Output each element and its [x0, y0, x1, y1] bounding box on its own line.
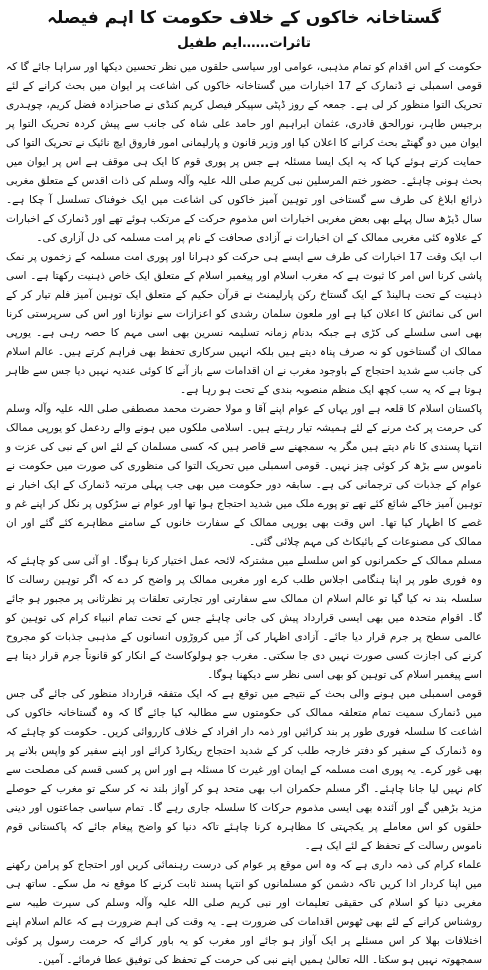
article-paragraph: مسلم ممالک کے حکمرانوں کو اس سلسلے میں مشترکہ لائحہ عمل اختیار کرنا ہوگا۔ او آئی سی کو چاہئے کہ وہ فوری طور پر اپنا ہنگامی اجلاس طلب کرے اور مغربی ممالک پر واضح کر دے کہ اگر توہین رسالت کا سلسلہ بند نہ کیا گیا تو عالم اسلام ان ممالک سے سفارتی اور تجارتی تعلقات پر نظرثانی پر مجبور ہو جائے گا۔ اقوام متحدہ میں بھی ایسی قرارداد پیش کی جانی چاہئے جس کے تحت تمام انبیاء کرام کی توہین کو عالمی سطح پر جرم قرار دیا جائے۔ آزادی اظہار کی آڑ میں کروڑوں انسانوں کے مذہبی جذبات کو مجروح کرنے کی اجازت کسی صورت نہیں دی جا سکتی۔ مغرب جو ہولوکاسٹ کے انکار کو قانوناً جرم قرار دیتا ہے اسے پیغمبر اسلام کی توہین کو بھی اسی نظر سے دیکھنا ہوگا۔ [6, 555, 482, 681]
article-paragraph: علماء کرام کی ذمہ داری ہے کہ وہ اس موقع پر عوام کی درست رہنمائی کریں اور احتجاج کو پرامن رکھنے میں اپنا کردار ادا کریں تاکہ دشمن کو مسلمانوں کو انتہا پسند ثابت کرنے کا موقع نہ مل سکے۔ ساتھ ہی مغربی دنیا کو اسلام کی حقیقی تعلیمات اور نبی کریم صلی اللہ علیہ وآلہ وسلم کی سیرت طیبہ سے روشناس کرانے کے لئے بھی ٹھوس اقدامات کی ضرورت ہے۔ یہ وقت کی اہم ضرورت ہے کہ عالم اسلام اپنے اختلافات بھلا کر اس مسئلے پر ایک آواز ہو جائے اور مغرب کو یہ باور کرائے کہ حرمت رسول پر کوئی سمجھوتہ نہیں ہو سکتا۔ اللہ تعالیٰ ہمیں اپنے نبی کی حرمت کے تحفظ کی توفیق عطا فرمائے۔ آمین۔ [6, 859, 482, 966]
article-body [6, 58, 483, 966]
article-paragraph: قومی اسمبلی میں ہونے والی بحث کے نتیجے میں توقع ہے کہ ایک متفقہ قرارداد منظور کی جائے گی جس میں ڈنمارک سمیت تمام متعلقہ ممالک کی حکومتوں سے مطالبہ کیا جائے گا کہ وہ گستاخانہ خاکوں کی اشاعت کا سلسلہ فوری طور پر بند کرائیں اور ذمہ دار افراد کے خلاف کارروائی کریں۔ حکومت کو چاہئے کہ وہ ڈنمارک کے سفیر کو دفتر خارجہ طلب کر کے شدید احتجاج ریکارڈ کرائے اور اپنے سفیر کو واپس بلانے پر بھی غور کرے۔ یہ پوری امت مسلمہ کے ایمان اور غیرت کا مسئلہ ہے اور اس پر کسی قسم کی مصلحت سے کام نہیں لیا جانا چاہئے۔ اگر مسلم حکمران اب بھی متحد ہو کر آواز بلند نہ کر سکے تو مغرب کے حوصلے مزید بڑھیں گے اور آئندہ بھی ایسی مذموم حرکات کا سلسلہ جاری رہے گا۔ تمام سیاسی جماعتوں اور دینی حلقوں کو اس معاملے پر یکجہتی کا مظاہرہ کرنا چاہئے تاکہ دنیا کو واضح پیغام جائے کہ پاکستانی قوم ناموس رسالت کے تحفظ کے لئے ایک ہے۔ [6, 688, 482, 852]
article-headline: گستاخانہ خاکوں کے خلاف حکومت کا اہم فیصلہ [47, 8, 441, 28]
article-paragraph: اب ایک وقت 17 اخبارات کی طرف سے ایسے ہی حرکت کو دہرانا اور پوری امت مسلمہ کے زخموں پر نمک پاشی کرنا اس امر کا ثبوت ہے کہ مغرب اسلام اور پیغمبر اسلام کے متعلق ایک خاص ذہنیت رکھتا ہے۔ اسی ذہنیت کے تحت ہالینڈ کے ایک گستاخ رکن پارلیمنٹ نے قرآن حکیم کے متعلق ایک توہین آمیز فلم تیار کر کے اس کی نمائش کا اعلان کیا ہے اور ملعون سلمان رشدی کو اعزازات سے نوازنا اور اس کی سرپرستی کرنا بھی اسی سلسلے کی کڑی ہے جبکہ بدنام زمانہ تسلیمہ نسرین بھی اسی مہم کا حصہ رہی ہے۔ یورپی ممالک ان گستاخوں کو نہ صرف پناہ دیتے ہیں بلکہ انہیں سرکاری تحفظ بھی فراہم کرتے ہیں۔ عالم اسلام کی جانب سے شدید احتجاج کے باوجود مغرب نے ان اقدامات سے باز آنے کا کوئی عندیہ نہیں دیا جس سے ظاہر ہوتا ہے کہ یہ سب کچھ ایک منظم منصوبہ بندی کے تحت ہو رہا ہے۔ [6, 251, 483, 396]
article-paragraph: پاکستان اسلام کا قلعہ ہے اور یہاں کے عوام اپنے آقا و مولا حضرت محمد مصطفی صلی اللہ علیہ وآلہ وسلم کی حرمت پر کٹ مرنے کے لئے ہمیشہ تیار رہتے ہیں۔ اسلامی ملکوں میں ہونے والے ردعمل کو یورپی ممالک انتہا پسندی کا نام دیتے ہیں مگر یہ سمجھنے سے قاصر ہیں کہ کسی مسلمان کے لئے اس کے نبی کی عزت و ناموس سے بڑھ کر کوئی چیز نہیں۔ قومی اسمبلی میں تحریک التوا کی منظوری کی صورت میں حکومت نے عوام کے جذبات کی ترجمانی کی ہے۔ سابقہ دور حکومت میں بھی جب پہلی مرتبہ ڈنمارک کے ایک اخبار نے توہین آمیز خاکے شائع کئے تھے تو پورے ملک میں شدید احتجاج ہوا تھا اور عوام نے سڑکوں پر نکل کر اپنے غم و غصے کا اظہار کیا تھا۔ اس وقت بھی یورپی ممالک کے سفارت خانوں کے سامنے مظاہرے کئے گئے اور ان ممالک کی مصنوعات کے بائیکاٹ کی مہم چلائی گئی۔ [6, 403, 482, 548]
article-paragraph: حکومت کے اس اقدام کو تمام مذہبی، عوامی اور سیاسی حلقوں میں نظر تحسین دیکھا اور سراہا جائے گا کہ قومی اسمبلی نے ڈنمارک کے 17 اخبارات میں گستاخانہ خاکوں کی اشاعت پر ایوان میں بحث کرانے کے لئے تحریک التوا منظور کر لی ہے۔ جمعہ کے روز ڈپٹی سپیکر فیصل کریم کنڈی نے صاحبزادہ فضل کریم، چوہدری برجیس طاہر، نورالحق قادری، عثمان ابراہیم اور حامد علی شاہ کی جانب سے پیش کردہ تحریک التوا پر ایوان میں دو گھنٹے بحث کرانے کا اعلان کیا اور وزیر قانون و پارلیمانی امور فاروق ایچ نائیک نے تحریک التوا کی حمایت کرتے ہوئے کہا کہ یہ ایک ایسا مسئلہ ہے جس پر پوری قوم کا ایک ہی موقف ہے اس پر ایوان میں بحث ہونی چاہئے۔ حضور ختم المرسلین نبی کریم صلی اللہ علیہ وآلہ وسلم کی ذات اقدس کے متعلق مغربی ذرائع ابلاغ کی طرف سے گستاخی اور توہین آمیز خاکوں کی اشاعت میں ایک خوفناک تسلسل آ چکا ہے۔ سال ڈیڑھ سال پہلے بھی بعض مغربی اخبارات اس مذموم حرکت کے مرتکب ہوئے تھے اور ڈنمارک کے اخبارات کے علاوہ کئی مغربی ممالک کے ان اخبارات نے آزادی صحافت کے نام پر امت مسلمہ کی دل آزاری کی۔ [6, 61, 482, 244]
article-byline: تاثرات……ایم طفیل [177, 35, 311, 51]
